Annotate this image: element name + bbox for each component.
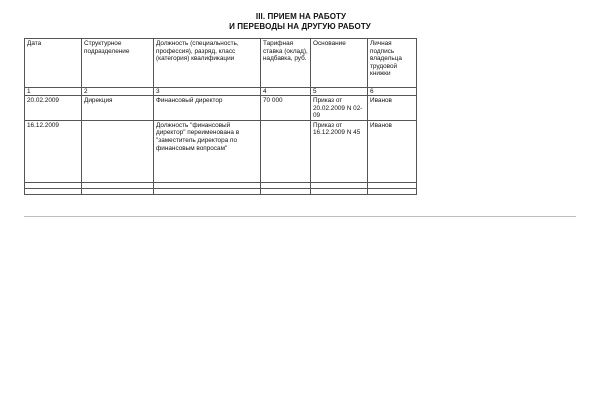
column-number: 2 (82, 88, 154, 96)
cell-position: Финансовый директор (154, 96, 261, 121)
employment-records-table (24, 38, 417, 195)
cell-date: 20.02.2009 (25, 96, 82, 121)
header-basis: Основание (311, 39, 368, 88)
empty-cell (25, 188, 82, 194)
page-separator-line (24, 216, 576, 217)
column-number: 1 (25, 88, 82, 96)
cell-basis: Приказ от 20.02.2009 N 02-09 (311, 96, 368, 121)
header-signature: Личная подпись владельца трудовой книжки (368, 39, 417, 88)
column-number-row (25, 88, 417, 96)
empty-cell (82, 188, 154, 194)
cell-signature: Иванов (368, 120, 417, 182)
cell-signature: Иванов (368, 96, 417, 121)
cell-department: Дирекция (82, 96, 154, 121)
column-number: 6 (368, 88, 417, 96)
section-title-line-1: III. ПРИЕМ НА РАБОТУ (255, 12, 347, 21)
cell-rate: 70 000 (261, 96, 311, 121)
header-position: Должность (специальность, профессия), разряд, класс (категория) квалификации (154, 39, 261, 88)
header-rate: Тарифная ставка (оклад), надбавка, руб. (261, 39, 311, 88)
cell-basis: Приказ от 16.12.2009 N 45 (311, 120, 368, 182)
column-number: 4 (261, 88, 311, 96)
cell-department (82, 120, 154, 182)
section-title (0, 12, 600, 32)
column-number: 5 (311, 88, 368, 96)
empty-cell (368, 188, 417, 194)
cell-date: 16.12.2009 (25, 120, 82, 182)
table-row (25, 96, 417, 121)
table-row (25, 120, 417, 182)
cell-position: Должность "финансовый директор" переименована в "заместитель директора по финансовым вопросам" (154, 120, 261, 182)
empty-table-row (25, 188, 417, 194)
empty-cell (154, 188, 261, 194)
column-number: 3 (154, 88, 261, 96)
section-title-line-2: И ПЕРЕВОДЫ НА ДРУГУЮ РАБОТУ (229, 22, 371, 31)
table-header-row (25, 39, 417, 88)
header-date: Дата (25, 39, 82, 88)
header-department: Структурное подразделение (82, 39, 154, 88)
empty-cell (311, 188, 368, 194)
cell-rate (261, 120, 311, 182)
empty-cell (261, 188, 311, 194)
